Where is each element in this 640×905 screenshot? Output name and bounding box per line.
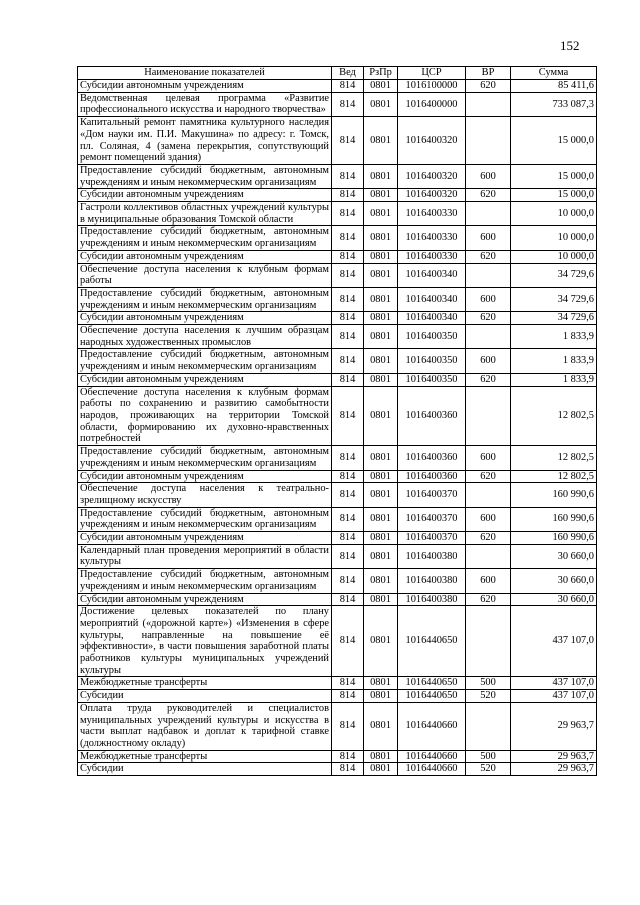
row-csr: 1016400340 (398, 263, 466, 287)
table-row (78, 80, 597, 93)
row-ved: 814 (332, 92, 364, 116)
table-row (78, 164, 597, 188)
row-vr: 500 (466, 677, 511, 690)
row-csr: 1016100000 (398, 80, 466, 93)
row-ved: 814 (332, 677, 364, 690)
table-row (78, 263, 597, 287)
table-row (78, 569, 597, 593)
row-name: Предоставление субсидий бюджетным, автономным учреждениям и иным некоммерческим организациям (78, 569, 332, 593)
row-ved: 814 (332, 373, 364, 386)
row-name: Календарный план проведения мероприятий в области культуры (78, 544, 332, 568)
row-ved: 814 (332, 325, 364, 349)
row-ved: 814 (332, 226, 364, 250)
row-csr: 1016400320 (398, 189, 466, 202)
table-row (78, 763, 597, 776)
row-ved: 814 (332, 312, 364, 325)
row-ved: 814 (332, 690, 364, 703)
row-sum: 29 963,7 (511, 763, 597, 776)
header-name: Наименование показателей (78, 67, 332, 80)
page-number: 152 (560, 38, 580, 53)
row-rzpr: 0801 (364, 544, 398, 568)
header-sum: Сумма (511, 67, 597, 80)
row-ved: 814 (332, 287, 364, 311)
row-sum: 160 990,6 (511, 507, 597, 531)
row-vr (466, 702, 511, 750)
row-name: Обеспечение доступа населения к театрально-зрелищному искусству (78, 483, 332, 507)
table-row (78, 117, 597, 165)
row-name: Субсидии автономным учреждениям (78, 312, 332, 325)
header-csr: ЦСР (398, 67, 466, 80)
row-vr (466, 325, 511, 349)
row-rzpr: 0801 (364, 690, 398, 703)
row-rzpr: 0801 (364, 593, 398, 606)
row-ved: 814 (332, 483, 364, 507)
row-name: Предоставление субсидий бюджетным, автономным учреждениям и иным некоммерческим организациям (78, 226, 332, 250)
row-rzpr: 0801 (364, 483, 398, 507)
row-vr: 620 (466, 373, 511, 386)
row-sum: 160 990,6 (511, 532, 597, 545)
row-sum: 10 000,0 (511, 250, 597, 263)
row-rzpr: 0801 (364, 507, 398, 531)
row-vr (466, 202, 511, 226)
row-sum: 10 000,0 (511, 226, 597, 250)
row-rzpr: 0801 (364, 189, 398, 202)
row-ved: 814 (332, 507, 364, 531)
row-csr: 1016400350 (398, 349, 466, 373)
row-csr: 1016400370 (398, 532, 466, 545)
row-csr: 1016400350 (398, 325, 466, 349)
table-row (78, 532, 597, 545)
row-rzpr: 0801 (364, 250, 398, 263)
row-ved: 814 (332, 763, 364, 776)
row-rzpr: 0801 (364, 702, 398, 750)
row-csr: 1016400320 (398, 164, 466, 188)
row-name: Обеспечение доступа населения к лучшим образцам народных художественных промыслов (78, 325, 332, 349)
row-csr: 1016400000 (398, 92, 466, 116)
row-rzpr: 0801 (364, 226, 398, 250)
row-sum: 160 990,6 (511, 483, 597, 507)
table-row (78, 750, 597, 763)
table-row (78, 349, 597, 373)
row-csr: 1016440650 (398, 690, 466, 703)
row-vr: 620 (466, 593, 511, 606)
row-csr: 1016400370 (398, 507, 466, 531)
row-ved: 814 (332, 606, 364, 677)
row-rzpr: 0801 (364, 750, 398, 763)
table-row (78, 446, 597, 470)
row-rzpr: 0801 (364, 92, 398, 116)
row-csr: 1016400380 (398, 544, 466, 568)
row-sum: 733 087,3 (511, 92, 597, 116)
row-rzpr: 0801 (364, 325, 398, 349)
table-row (78, 677, 597, 690)
row-ved: 814 (332, 569, 364, 593)
row-ved: 814 (332, 164, 364, 188)
row-name: Субсидии (78, 763, 332, 776)
row-vr: 500 (466, 750, 511, 763)
row-csr: 1016400340 (398, 312, 466, 325)
table-row (78, 470, 597, 483)
table-row (78, 202, 597, 226)
table-row (78, 606, 597, 677)
row-rzpr: 0801 (364, 569, 398, 593)
table-row (78, 287, 597, 311)
row-vr: 520 (466, 690, 511, 703)
row-sum: 30 660,0 (511, 569, 597, 593)
row-sum: 12 802,5 (511, 446, 597, 470)
row-name: Субсидии автономным учреждениям (78, 373, 332, 386)
table-row (78, 702, 597, 750)
row-name: Предоставление субсидий бюджетным, автономным учреждениям и иным некоммерческим организациям (78, 287, 332, 311)
table-row (78, 92, 597, 116)
row-sum: 30 660,0 (511, 593, 597, 606)
row-name: Обеспечение доступа населения к клубным формам работы (78, 263, 332, 287)
table-row (78, 483, 597, 507)
row-csr: 1016400370 (398, 483, 466, 507)
row-csr: 1016400380 (398, 593, 466, 606)
row-name: Субсидии автономным учреждениям (78, 470, 332, 483)
row-vr: 600 (466, 164, 511, 188)
row-sum: 15 000,0 (511, 189, 597, 202)
row-csr: 1016400330 (398, 250, 466, 263)
row-vr (466, 606, 511, 677)
row-csr: 1016400360 (398, 386, 466, 446)
row-csr: 1016440660 (398, 763, 466, 776)
row-sum: 1 833,9 (511, 325, 597, 349)
row-sum: 30 660,0 (511, 544, 597, 568)
row-name: Субсидии автономным учреждениям (78, 593, 332, 606)
row-ved: 814 (332, 189, 364, 202)
row-vr: 600 (466, 446, 511, 470)
row-rzpr: 0801 (364, 287, 398, 311)
row-name: Обеспечение доступа населения к клубным формам работы по сохранению и развитию самобытности народов, проживающих на территории Томской области, формированию их духовно-нравственных потребностей (78, 386, 332, 446)
row-vr: 620 (466, 312, 511, 325)
row-csr: 1016440660 (398, 702, 466, 750)
row-rzpr: 0801 (364, 373, 398, 386)
row-sum: 34 729,6 (511, 312, 597, 325)
row-ved: 814 (332, 702, 364, 750)
row-sum: 34 729,6 (511, 287, 597, 311)
row-csr: 1016400340 (398, 287, 466, 311)
row-name: Гастроли коллективов областных учреждений культуры в муниципальные образования Томской области (78, 202, 332, 226)
row-vr: 620 (466, 470, 511, 483)
row-vr: 600 (466, 507, 511, 531)
row-sum: 15 000,0 (511, 164, 597, 188)
header-rzpr: РзПр (364, 67, 398, 80)
row-vr: 600 (466, 349, 511, 373)
row-rzpr: 0801 (364, 677, 398, 690)
row-sum: 29 963,7 (511, 702, 597, 750)
row-ved: 814 (332, 117, 364, 165)
row-rzpr: 0801 (364, 446, 398, 470)
row-ved: 814 (332, 202, 364, 226)
row-sum: 437 107,0 (511, 677, 597, 690)
row-vr: 600 (466, 226, 511, 250)
row-ved: 814 (332, 386, 364, 446)
row-rzpr: 0801 (364, 532, 398, 545)
row-sum: 1 833,9 (511, 373, 597, 386)
row-rzpr: 0801 (364, 470, 398, 483)
row-name: Межбюджетные трансферты (78, 677, 332, 690)
row-sum: 85 411,6 (511, 80, 597, 93)
row-csr: 1016400330 (398, 202, 466, 226)
row-vr (466, 92, 511, 116)
row-rzpr: 0801 (364, 606, 398, 677)
row-sum: 437 107,0 (511, 606, 597, 677)
row-rzpr: 0801 (364, 312, 398, 325)
row-ved: 814 (332, 263, 364, 287)
header-ved: Вед (332, 67, 364, 80)
row-rzpr: 0801 (364, 117, 398, 165)
row-rzpr: 0801 (364, 80, 398, 93)
row-vr (466, 483, 511, 507)
table-row (78, 226, 597, 250)
row-sum: 1 833,9 (511, 349, 597, 373)
row-name: Субсидии автономным учреждениям (78, 532, 332, 545)
row-name: Предоставление субсидий бюджетным, автономным учреждениям и иным некоммерческим организациям (78, 164, 332, 188)
row-ved: 814 (332, 446, 364, 470)
row-rzpr: 0801 (364, 164, 398, 188)
row-ved: 814 (332, 750, 364, 763)
row-name: Предоставление субсидий бюджетным, автономным учреждениям и иным некоммерческим организациям (78, 349, 332, 373)
row-csr: 1016400320 (398, 117, 466, 165)
row-vr: 600 (466, 287, 511, 311)
table-row (78, 690, 597, 703)
row-ved: 814 (332, 470, 364, 483)
row-sum: 437 107,0 (511, 690, 597, 703)
table-row (78, 544, 597, 568)
table-header-row (78, 67, 597, 80)
table-row (78, 189, 597, 202)
row-rzpr: 0801 (364, 263, 398, 287)
row-vr (466, 263, 511, 287)
row-vr: 620 (466, 250, 511, 263)
table-row (78, 325, 597, 349)
row-ved: 814 (332, 593, 364, 606)
row-rzpr: 0801 (364, 202, 398, 226)
table-row (78, 250, 597, 263)
row-name: Предоставление субсидий бюджетным, автономным учреждениям и иным некоммерческим организациям (78, 507, 332, 531)
row-vr (466, 544, 511, 568)
row-ved: 814 (332, 532, 364, 545)
header-vr: ВР (466, 67, 511, 80)
row-name: Ведомственная целевая программа «Развитие профессионального искусства и народного творчества» (78, 92, 332, 116)
row-name: Субсидии автономным учреждениям (78, 250, 332, 263)
row-csr: 1016400360 (398, 470, 466, 483)
row-sum: 15 000,0 (511, 117, 597, 165)
table-row (78, 312, 597, 325)
row-ved: 814 (332, 349, 364, 373)
row-rzpr: 0801 (364, 386, 398, 446)
row-sum: 29 963,7 (511, 750, 597, 763)
row-csr: 1016440650 (398, 606, 466, 677)
row-csr: 1016440660 (398, 750, 466, 763)
row-name: Субсидии автономным учреждениям (78, 189, 332, 202)
row-vr (466, 117, 511, 165)
row-ved: 814 (332, 250, 364, 263)
row-csr: 1016400330 (398, 226, 466, 250)
row-sum: 34 729,6 (511, 263, 597, 287)
row-vr: 620 (466, 532, 511, 545)
row-name: Межбюджетные трансферты (78, 750, 332, 763)
row-name: Предоставление субсидий бюджетным, автономным учреждениям и иным некоммерческим организациям (78, 446, 332, 470)
table-row (78, 593, 597, 606)
row-name: Достижение целевых показателей по плану мероприятий («дорожной карте») «Изменения в сфере культуры, направленные на повышение её эффективности», в части повышения заработной платы работников культуры муниципальных учреждений культуры (78, 606, 332, 677)
row-vr: 600 (466, 569, 511, 593)
row-csr: 1016440650 (398, 677, 466, 690)
table-row (78, 507, 597, 531)
row-csr: 1016400350 (398, 373, 466, 386)
table-row (78, 373, 597, 386)
row-vr: 520 (466, 763, 511, 776)
row-vr: 620 (466, 80, 511, 93)
row-name: Субсидии (78, 690, 332, 703)
row-vr (466, 386, 511, 446)
row-name: Субсидии автономным учреждениям (78, 80, 332, 93)
row-sum: 12 802,5 (511, 470, 597, 483)
row-name: Оплата труда руководителей и специалистов муниципальных учреждений культуры и искусства в части выплат надбавок и доплат к тарифной ставке (должностному окладу) (78, 702, 332, 750)
table-body (78, 80, 597, 776)
row-csr: 1016400380 (398, 569, 466, 593)
row-sum: 10 000,0 (511, 202, 597, 226)
row-csr: 1016400360 (398, 446, 466, 470)
row-sum: 12 802,5 (511, 386, 597, 446)
row-vr: 620 (466, 189, 511, 202)
row-ved: 814 (332, 544, 364, 568)
row-name: Капитальный ремонт памятника культурного наследия «Дом науки им. П.И. Макушина» по адресу: г. Томск, пл. Соляная, 4 (замена перекрытия, сопутствующий ремонт помещений здания) (78, 117, 332, 165)
row-ved: 814 (332, 80, 364, 93)
row-rzpr: 0801 (364, 349, 398, 373)
row-rzpr: 0801 (364, 763, 398, 776)
budget-table (77, 66, 597, 776)
table-row (78, 386, 597, 446)
